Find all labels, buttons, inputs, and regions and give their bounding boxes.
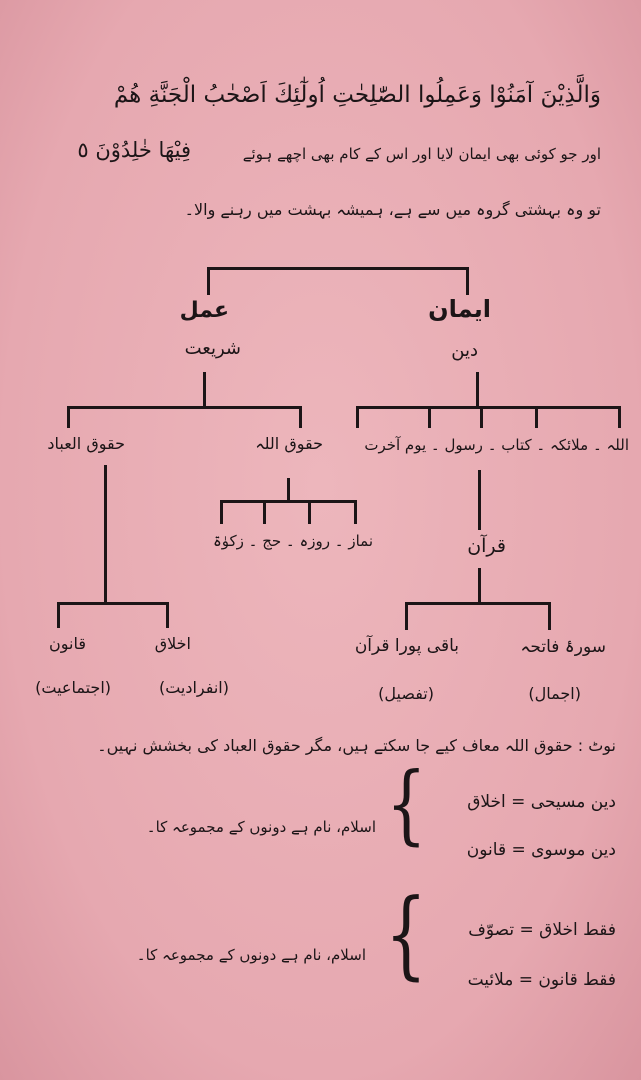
tree-connector [548,602,551,630]
tree-connector [480,406,483,428]
tree-connector [203,372,206,408]
tree-connector [220,500,357,503]
fatiha-note: (اجمال) [528,684,581,703]
group2-row2: فقط قانون = ملائیت [467,970,616,990]
tree-connector [166,602,169,628]
group2-brace: { [385,878,427,991]
group2-conclusion: اسلام، نام ہے دونوں کے مجموعہ کا۔ [136,946,366,964]
tree-connector [466,267,469,295]
tree-connector [57,602,169,605]
tree-connector [263,500,266,524]
iman-items: اللہ ۔ ملائکہ ۔ کتاب ۔ رسول ۔ یوم آخرت [364,436,629,454]
tree-connector [535,406,538,428]
tree-connector [104,465,107,605]
tree-connector [405,602,551,605]
iman-label: ایمان [428,295,491,323]
ibadat-items: نماز ۔ روزہ ۔ حج ۔ زکوٰۃ [212,532,373,550]
qanoon-label: قانون [49,634,86,653]
tree-connector [287,478,290,502]
tree-connector [478,470,481,530]
group2-row1: فقط اخلاق = تصوّف [468,920,616,940]
tree-connector [618,406,621,428]
verse-line-2-arabic: فِيْهَا خٰلِدُوْنَ ٥ [77,138,191,162]
tree-connector [356,406,621,409]
tree-connector [207,267,210,295]
quran-label: قرآن [467,535,506,557]
deen-label: دین [451,340,478,361]
tree-connector [476,372,479,408]
tree-connector [67,406,302,409]
amal-label: عمل [179,298,229,323]
group1-brace: { [386,755,427,855]
tree-connector [478,568,481,604]
fatiha-label: سورۂ فاتحہ [520,637,606,657]
shariat-label: شریعت [184,338,241,359]
baqi-quran-label: باقی پورا قرآن [354,636,459,656]
tree-connector [405,602,408,630]
group1-row2: دین موسوی = قانون [466,840,616,860]
footnote: نوٹ : حقوق اللہ معاف کیے جا سکتے ہیں، مگر حقوق العباد کی بخشش نہیں۔ [97,736,616,755]
group1-row1: دین مسیحی = اخلاق [467,792,616,812]
tree-connector [356,406,359,428]
tree-connector [428,406,431,428]
tree-connector [220,500,223,524]
huqooq-allah-label: حقوق اللہ [255,434,323,453]
akhlaq-label: اخلاق [154,634,191,653]
verse-line-3: تو وہ بہشتی گروہ میں سے ہے، ہمیشہ بہشت میں رہنے والا۔ [184,200,601,219]
tree-connector [308,500,311,524]
huqooq-ibad-label: حقوق العباد [47,434,125,453]
tree-connector [354,500,357,524]
baqi-quran-note: (تفصیل) [378,684,434,703]
tree-connector [57,602,60,628]
akhlaq-note: (انفرادیت) [158,678,229,697]
verse-line-1: وَالَّذِيْنَ آمَنُوْا وَعَمِلُوا الصّٰلِحٰتِ اُولٰٓئِكَ اَصْحٰبُ الْجَنَّةِ هُمْ [113,82,601,108]
tree-connector [299,406,302,428]
qanoon-note: (اجتماعیت) [35,678,111,697]
group1-conclusion: اسلام، نام ہے دونوں کے مجموعہ کا۔ [146,818,376,836]
tree-connector [67,406,70,428]
tree-connector [207,267,469,270]
verse-line-2-urdu: اور جو کوئی بھی ایمان لایا اور اس کے کام بھی اچھے ہوئے [242,145,601,163]
